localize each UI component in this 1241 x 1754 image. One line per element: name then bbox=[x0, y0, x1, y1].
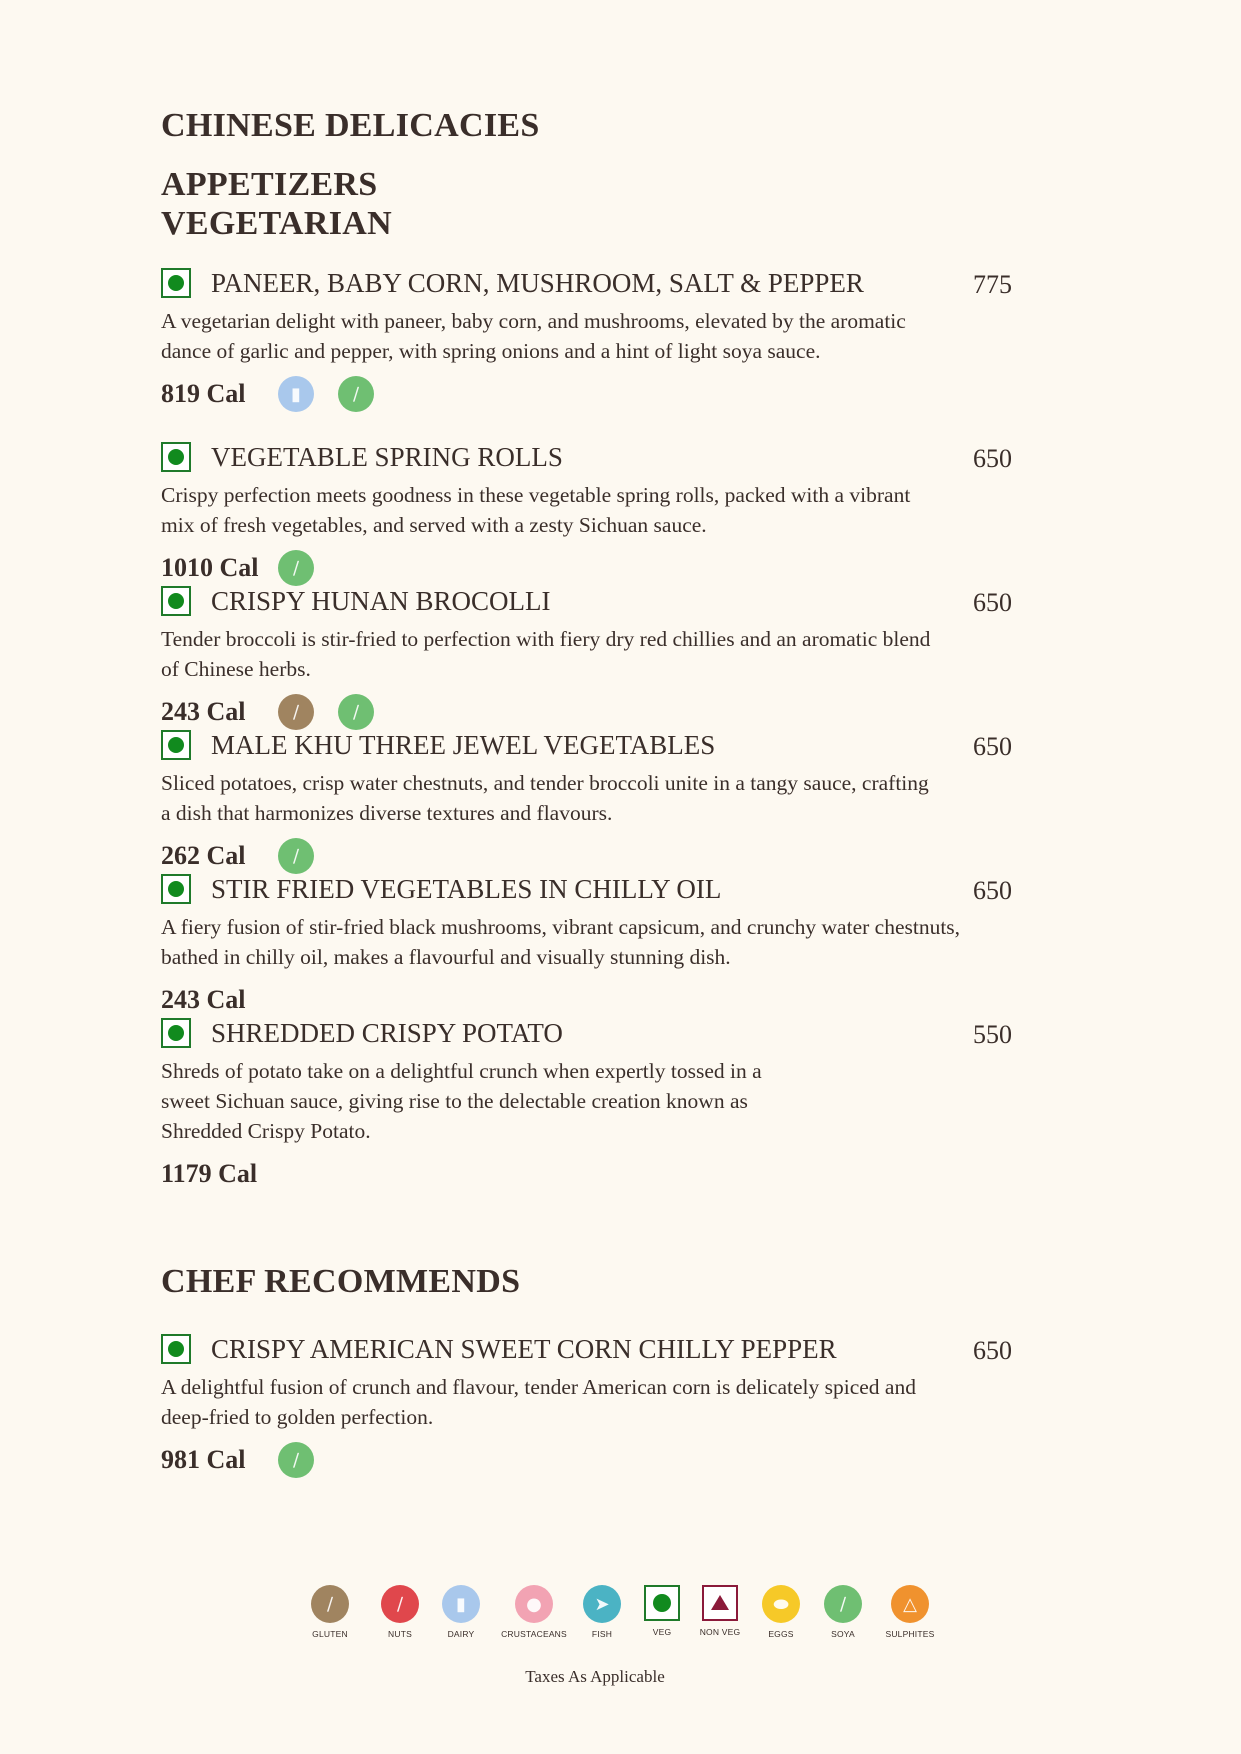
subsection-subtitle: VEGETARIAN bbox=[161, 205, 392, 242]
dairy-icon: ▮ bbox=[278, 376, 314, 412]
soya-icon: ∕ bbox=[824, 1585, 862, 1623]
legend-sulphites bbox=[870, 1585, 950, 1639]
soya-icon: ∕ bbox=[278, 550, 314, 586]
item-name: MALE KHU THREE JEWEL VEGETABLES bbox=[211, 730, 716, 760]
legend-label: FISH bbox=[591, 1629, 613, 1639]
menu-item bbox=[161, 442, 1061, 590]
legend-label: NON VEG bbox=[699, 1627, 741, 1637]
item-calories: 243 Cal bbox=[161, 697, 246, 726]
item-price: 650 bbox=[973, 1336, 1012, 1365]
item-name: CRISPY AMERICAN SWEET CORN CHILLY PEPPER bbox=[211, 1334, 837, 1364]
legend-label: SOYA bbox=[831, 1629, 855, 1639]
item-description: Tender broccoli is stir-fried to perfection with fiery dry red chillies and an aromatic blend of Chinese herbs. bbox=[161, 627, 931, 681]
legend-label: NUTS bbox=[388, 1629, 412, 1639]
item-name: VEGETABLE SPRING ROLLS bbox=[211, 442, 563, 472]
veg-icon bbox=[644, 1585, 680, 1621]
veg-icon bbox=[161, 1334, 191, 1364]
legend-gluten bbox=[290, 1585, 370, 1639]
item-price: 650 bbox=[973, 588, 1012, 617]
menu-item bbox=[161, 1018, 1061, 1196]
crustaceans-icon: ● bbox=[515, 1585, 553, 1623]
legend-label: SULPHITES bbox=[885, 1629, 935, 1639]
item-calories: 243 Cal bbox=[161, 985, 246, 1014]
item-calories: 262 Cal bbox=[161, 841, 246, 870]
veg-icon bbox=[161, 1018, 191, 1048]
veg-icon bbox=[161, 586, 191, 616]
veg-icon bbox=[161, 268, 191, 298]
veg-icon bbox=[161, 730, 191, 760]
non-veg-icon bbox=[702, 1585, 738, 1621]
section-title: CHINESE DELICACIES bbox=[161, 107, 540, 144]
legend-label: GLUTEN bbox=[312, 1629, 348, 1639]
item-description: A fiery fusion of stir-fried black mushrooms, vibrant capsicum, and crunchy water chestnuts, bathed in chilly oil, makes a flavourful and visually stunning dish. bbox=[161, 915, 961, 969]
item-description: Shreds of potato take on a delightful crunch when expertly tossed in a sweet Sichuan sauce, giving rise to the delectable creation known as Shredded Crispy Potato. bbox=[161, 1059, 762, 1143]
chef-menu-item bbox=[161, 1334, 1061, 1482]
menu-item bbox=[161, 874, 1061, 1022]
item-price: 650 bbox=[973, 732, 1012, 761]
veg-icon bbox=[161, 442, 191, 472]
item-calories: 819 Cal bbox=[161, 379, 246, 408]
legend-dairy bbox=[421, 1585, 501, 1639]
item-price: 550 bbox=[973, 1020, 1012, 1049]
item-calories: 1179 Cal bbox=[161, 1159, 258, 1188]
soya-icon: ∕ bbox=[338, 376, 374, 412]
legend-label: EGGS bbox=[768, 1629, 794, 1639]
item-price: 775 bbox=[973, 270, 1012, 299]
legend-label: DAIRY bbox=[447, 1629, 475, 1639]
soya-icon: ∕ bbox=[338, 694, 374, 730]
eggs-icon: ⬬ bbox=[762, 1585, 800, 1623]
soya-icon: ∕ bbox=[278, 838, 314, 874]
soya-icon: ∕ bbox=[278, 1442, 314, 1478]
item-description: Crispy perfection meets goodness in these vegetable spring rolls, packed with a vibrant mix of fresh vegetables, and served with a zesty Sichuan sauce. bbox=[161, 483, 911, 537]
menu-item bbox=[161, 268, 1061, 416]
subsection-title: APPETIZERS bbox=[161, 166, 378, 203]
sulphites-icon: △ bbox=[891, 1585, 929, 1623]
veg-icon bbox=[161, 874, 191, 904]
item-price: 650 bbox=[973, 876, 1012, 905]
legend-label: CRUSTACEANS bbox=[501, 1629, 567, 1639]
menu-item bbox=[161, 586, 1061, 734]
item-description: A delightful fusion of crunch and flavour, tender American corn is delicately spiced and deep-fried to golden perfection. bbox=[161, 1375, 916, 1429]
legend-label: VEG bbox=[652, 1627, 672, 1637]
nuts-icon: ∕ bbox=[381, 1585, 419, 1623]
gluten-icon: ∕ bbox=[278, 694, 314, 730]
allergen-legend bbox=[0, 1585, 1241, 1645]
item-calories: 1010 Cal bbox=[161, 553, 259, 582]
item-price: 650 bbox=[973, 444, 1012, 473]
fish-icon: ➤ bbox=[583, 1585, 621, 1623]
item-description: Sliced potatoes, crisp water chestnuts, and tender broccoli unite in a tangy sauce, crafting a dish that harmonizes diverse textures and flavours. bbox=[161, 771, 929, 825]
taxes-note: Taxes As Applicable bbox=[525, 1667, 665, 1686]
item-name: PANEER, BABY CORN, MUSHROOM, SALT & PEPPER bbox=[211, 268, 864, 298]
item-calories: 981 Cal bbox=[161, 1445, 246, 1474]
chef-recommends-title: CHEF RECOMMENDS bbox=[161, 1263, 521, 1300]
gluten-icon: ∕ bbox=[311, 1585, 349, 1623]
item-name: STIR FRIED VEGETABLES IN CHILLY OIL bbox=[211, 874, 722, 904]
item-name: CRISPY HUNAN BROCOLLI bbox=[211, 586, 551, 616]
menu-item bbox=[161, 730, 1061, 878]
item-name: SHREDDED CRISPY POTATO bbox=[211, 1018, 563, 1048]
dairy-icon: ▮ bbox=[442, 1585, 480, 1623]
item-description: A vegetarian delight with paneer, baby corn, and mushrooms, elevated by the aromatic dance of garlic and pepper, with spring onions and a hint of light soya sauce. bbox=[161, 309, 906, 363]
